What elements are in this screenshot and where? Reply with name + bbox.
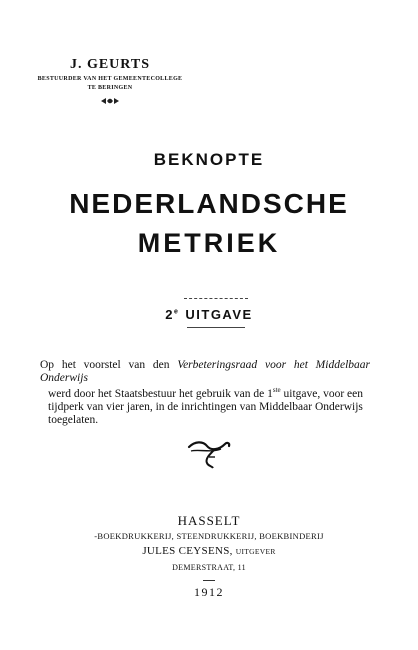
flourish-ornament-icon	[185, 437, 233, 473]
title-line-2: NEDERLANDSCHE	[69, 188, 349, 219]
publisher-trades: -BOEKDRUKKERIJ, STEENDRUKKERIJ, BOEKBINDERIJ	[94, 531, 324, 541]
divider-rule-top	[184, 298, 248, 299]
author-role-line2: TE BERINGEN	[87, 85, 133, 91]
author-name: J. GEURTS	[69, 57, 151, 72]
publisher-city: HASSELT	[177, 513, 241, 528]
title-line-1: BEKNOPTE	[153, 150, 265, 169]
notice-line-2: werd door het Staatsbestuur het gebruik van de 1ste uitgave, voor een	[48, 386, 364, 401]
edition-word: UITGAVE	[185, 307, 253, 322]
notice-line-4: toegelaten.	[48, 413, 99, 426]
edition-number: 2e	[165, 307, 180, 322]
publisher-address: DEMERSTRAAT, 11	[172, 563, 246, 572]
author-role-line1: BESTUURDER VAN HET GEMEENTECOLLEGE	[37, 76, 183, 82]
divider-rule-bottom	[187, 327, 245, 328]
notice-line-3: tijdperk van vier jaren, in de inrichtingen van Middelbaar Onderwijs	[48, 400, 363, 413]
notice-line-1: Op het voorstel van den Verbeteringsraad voor het Middelbaar Onderwijs	[40, 359, 370, 384]
small-fleuron-icon	[100, 96, 120, 106]
publication-year: 1912	[194, 585, 224, 599]
approval-notice	[40, 359, 370, 426]
publisher-role: UITGEVER	[235, 547, 276, 556]
edition-label	[0, 306, 418, 324]
publisher-name-line	[0, 545, 418, 557]
publisher-name: JULES CEYSENS,	[142, 545, 233, 557]
publisher-divider	[203, 580, 215, 581]
title-line-3: METRIEK	[137, 228, 281, 258]
